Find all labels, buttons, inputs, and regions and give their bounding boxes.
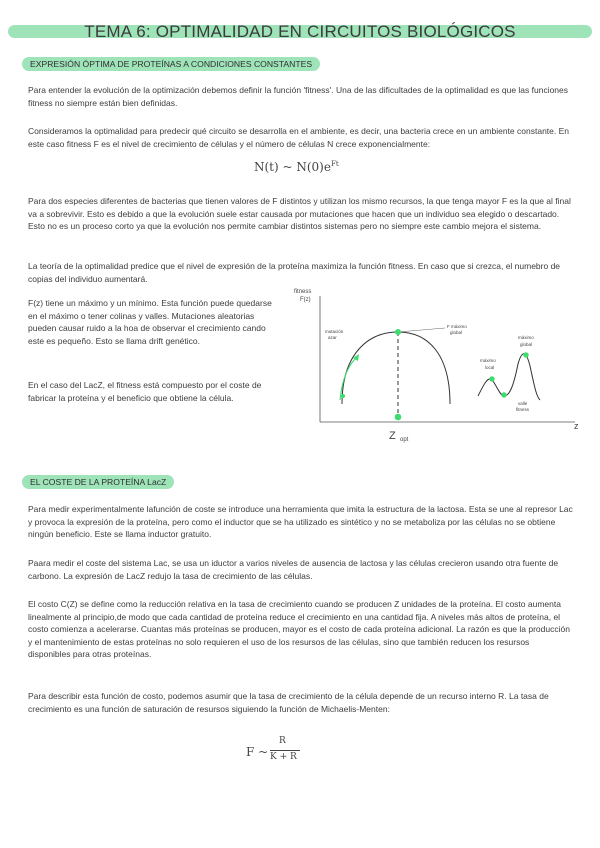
- fig-label-opt: opt: [400, 437, 409, 443]
- paragraph-fitness-definition: Para entender la evolución de la optimización debemos definir la función 'fitness'. Una de las dificultades de la optimalidad es que las funciones fitness no siempre están bien definidas.: [28, 85, 569, 108]
- fig-start-point: [341, 394, 345, 398]
- formula-mm-fraction-bar: [270, 750, 300, 751]
- section-heading-coste-lacz: EL COSTE DE LA PROTEÍNA LacZ: [22, 475, 174, 489]
- fig-label-global: global: [450, 330, 463, 335]
- paragraph-fz-maxima: F(z) tiene un máximo y un mínimo. Esta función puede quedarse en el máximo o tener colinas y valles. Mutaciones aleatorias pueden causar ruido a la hoa de observar el crecimiento cando este es pequeño. Esto se llama drift genético.: [28, 298, 272, 346]
- formula-mm-denominator: K + R: [270, 752, 297, 762]
- fig-label-maximo-global-2: global: [520, 342, 533, 347]
- fig-label-maximo-local-2: local: [485, 365, 495, 370]
- fig-label-valle-1: valle: [518, 401, 528, 406]
- paragraph-cost-function: El costo C(Z) se define como la reducción relativa en la tasa de crecimiento cuando se producen Z unidades de la proteína. El costo aumenta linealmente al principio,de modo que cada cantidad de proteína reduce el crecimiento en una cantidad fija. A niveles más altos de proteína, el costo comienza a acelerarse. Cuantas más proteínas se producen, mayor es el costo de cada proteína adicional. La razón es que la producción y el mantenimiento de estas proteínas no solo requieren el uso de los resursos de las células, sino que también reducen los resursos disponibles para otras proteínas.: [28, 599, 570, 660]
- fig-valley-point: [501, 392, 506, 397]
- paragraph-competition-evolution: Para dos especies diferentes de bacterias que tienen valores de F distintos y utilizan los mismo recursos, la que tenga mayor F es la que al final va a sobrevivir. Esto es debido a que la evolución suele estar causada por mutaciones que hacen que un individuo sea elegido o descartado. Esto no es un proceso corto ya que la evolución nos permite cambiar distintos sistemas pero no siempre este cambio mejora el sistema.: [28, 196, 571, 232]
- formula-growth-base: N(t) ~ N(0)e: [254, 160, 331, 174]
- fig-label-z: Z: [389, 430, 396, 442]
- formula-mm-numerator: R: [279, 736, 286, 746]
- fig-label-fmax: F máximo: [447, 324, 467, 329]
- paragraph-lac-cost-measurement: Paara medir el coste del sistema Lac, se usa un iductor a varios niveles de ausencia de lactosa y las células crecieron usando otra fuente de carbono. La expresión de LacZ redujo la tasa de crecimiento de las células.: [28, 558, 559, 581]
- fig-max-pointer-line: [398, 328, 445, 332]
- paragraph-optimality-theory: La teoría de la optimalidad predice que el nivel de expresión de la proteína maximiza la función fitness. En caso que si crezca, el numebro de copias del individuo aumentará.: [28, 261, 561, 284]
- paragraph-optimality-environment: Consideramos la optimalidad para predecir qué circuito se desarrolla en el ambiente, es decir, una bacteria crece en un ambiente constante. En este caso fitness F es el nivel de crecimiento de células y el número de células N crece exponencialmente:: [28, 126, 570, 149]
- fig-label-maximo-global-1: máximo: [518, 335, 534, 340]
- page-title: [0, 21, 600, 43]
- fig-main-peak-curve: [342, 332, 450, 404]
- fig-global-max-point: [395, 329, 401, 335]
- fig-optimum-point: [395, 414, 402, 421]
- title-text: TEMA 6: OPTIMALIDAD EN CIRCUITOS BIOLÓGICOS: [84, 22, 516, 41]
- paragraph-lacz-fitness: En el caso del LacZ, el fitness está compuesto por el coste de fabricar la proteína y el beneficio que obtiene la célula.: [28, 380, 262, 403]
- formula-mm-lhs: F ~: [246, 745, 269, 759]
- fig-label-maximo-local-1: máximo: [480, 358, 496, 363]
- fig-label-mutacion: mutación: [325, 329, 344, 334]
- formula-growth-exponent: Ft: [330, 160, 339, 168]
- fig-x-label: z: [574, 421, 579, 431]
- fitness-landscape-figure: [290, 284, 590, 444]
- fig-y-label-fitness: fitness: [294, 289, 312, 295]
- paragraph-michaelis-menten: Para describir esta función de costo, podemos asumir que la tasa de crecimiento de la célula depende de un recurso interno R. La tasa de crecimiento es una función de saturación de resursos siguiendo la función de Michaelis-Menten:: [28, 691, 549, 714]
- fig-global-max-point-2: [523, 352, 528, 357]
- fig-local-max-point: [489, 376, 494, 381]
- fig-y-label-fz: F(z): [300, 297, 311, 303]
- fig-label-valle-2: fitness: [516, 407, 530, 412]
- paragraph-gratuitous-inductor: Para medir experimentalmente lafunción de coste se introduce una herramienta que imita la estructura de la lactosa. Esta se une al represor Lac y provoca la expresión de la proteína, pero como el inductor que se ha utilizado es sintético y no se metaboliza por las células no se obtiene ningún beneficio. Este se llama inductor gratuito.: [28, 504, 573, 540]
- formula-exponential-growth: [254, 160, 339, 174]
- fig-label-azar: azar: [328, 335, 337, 340]
- formula-michaelis-menten: [246, 736, 316, 770]
- section-heading-expresion-optima: EXPRESIÓN ÓPTIMA DE PROTEÍNAS A CONDICIONES CONSTANTES: [22, 57, 320, 71]
